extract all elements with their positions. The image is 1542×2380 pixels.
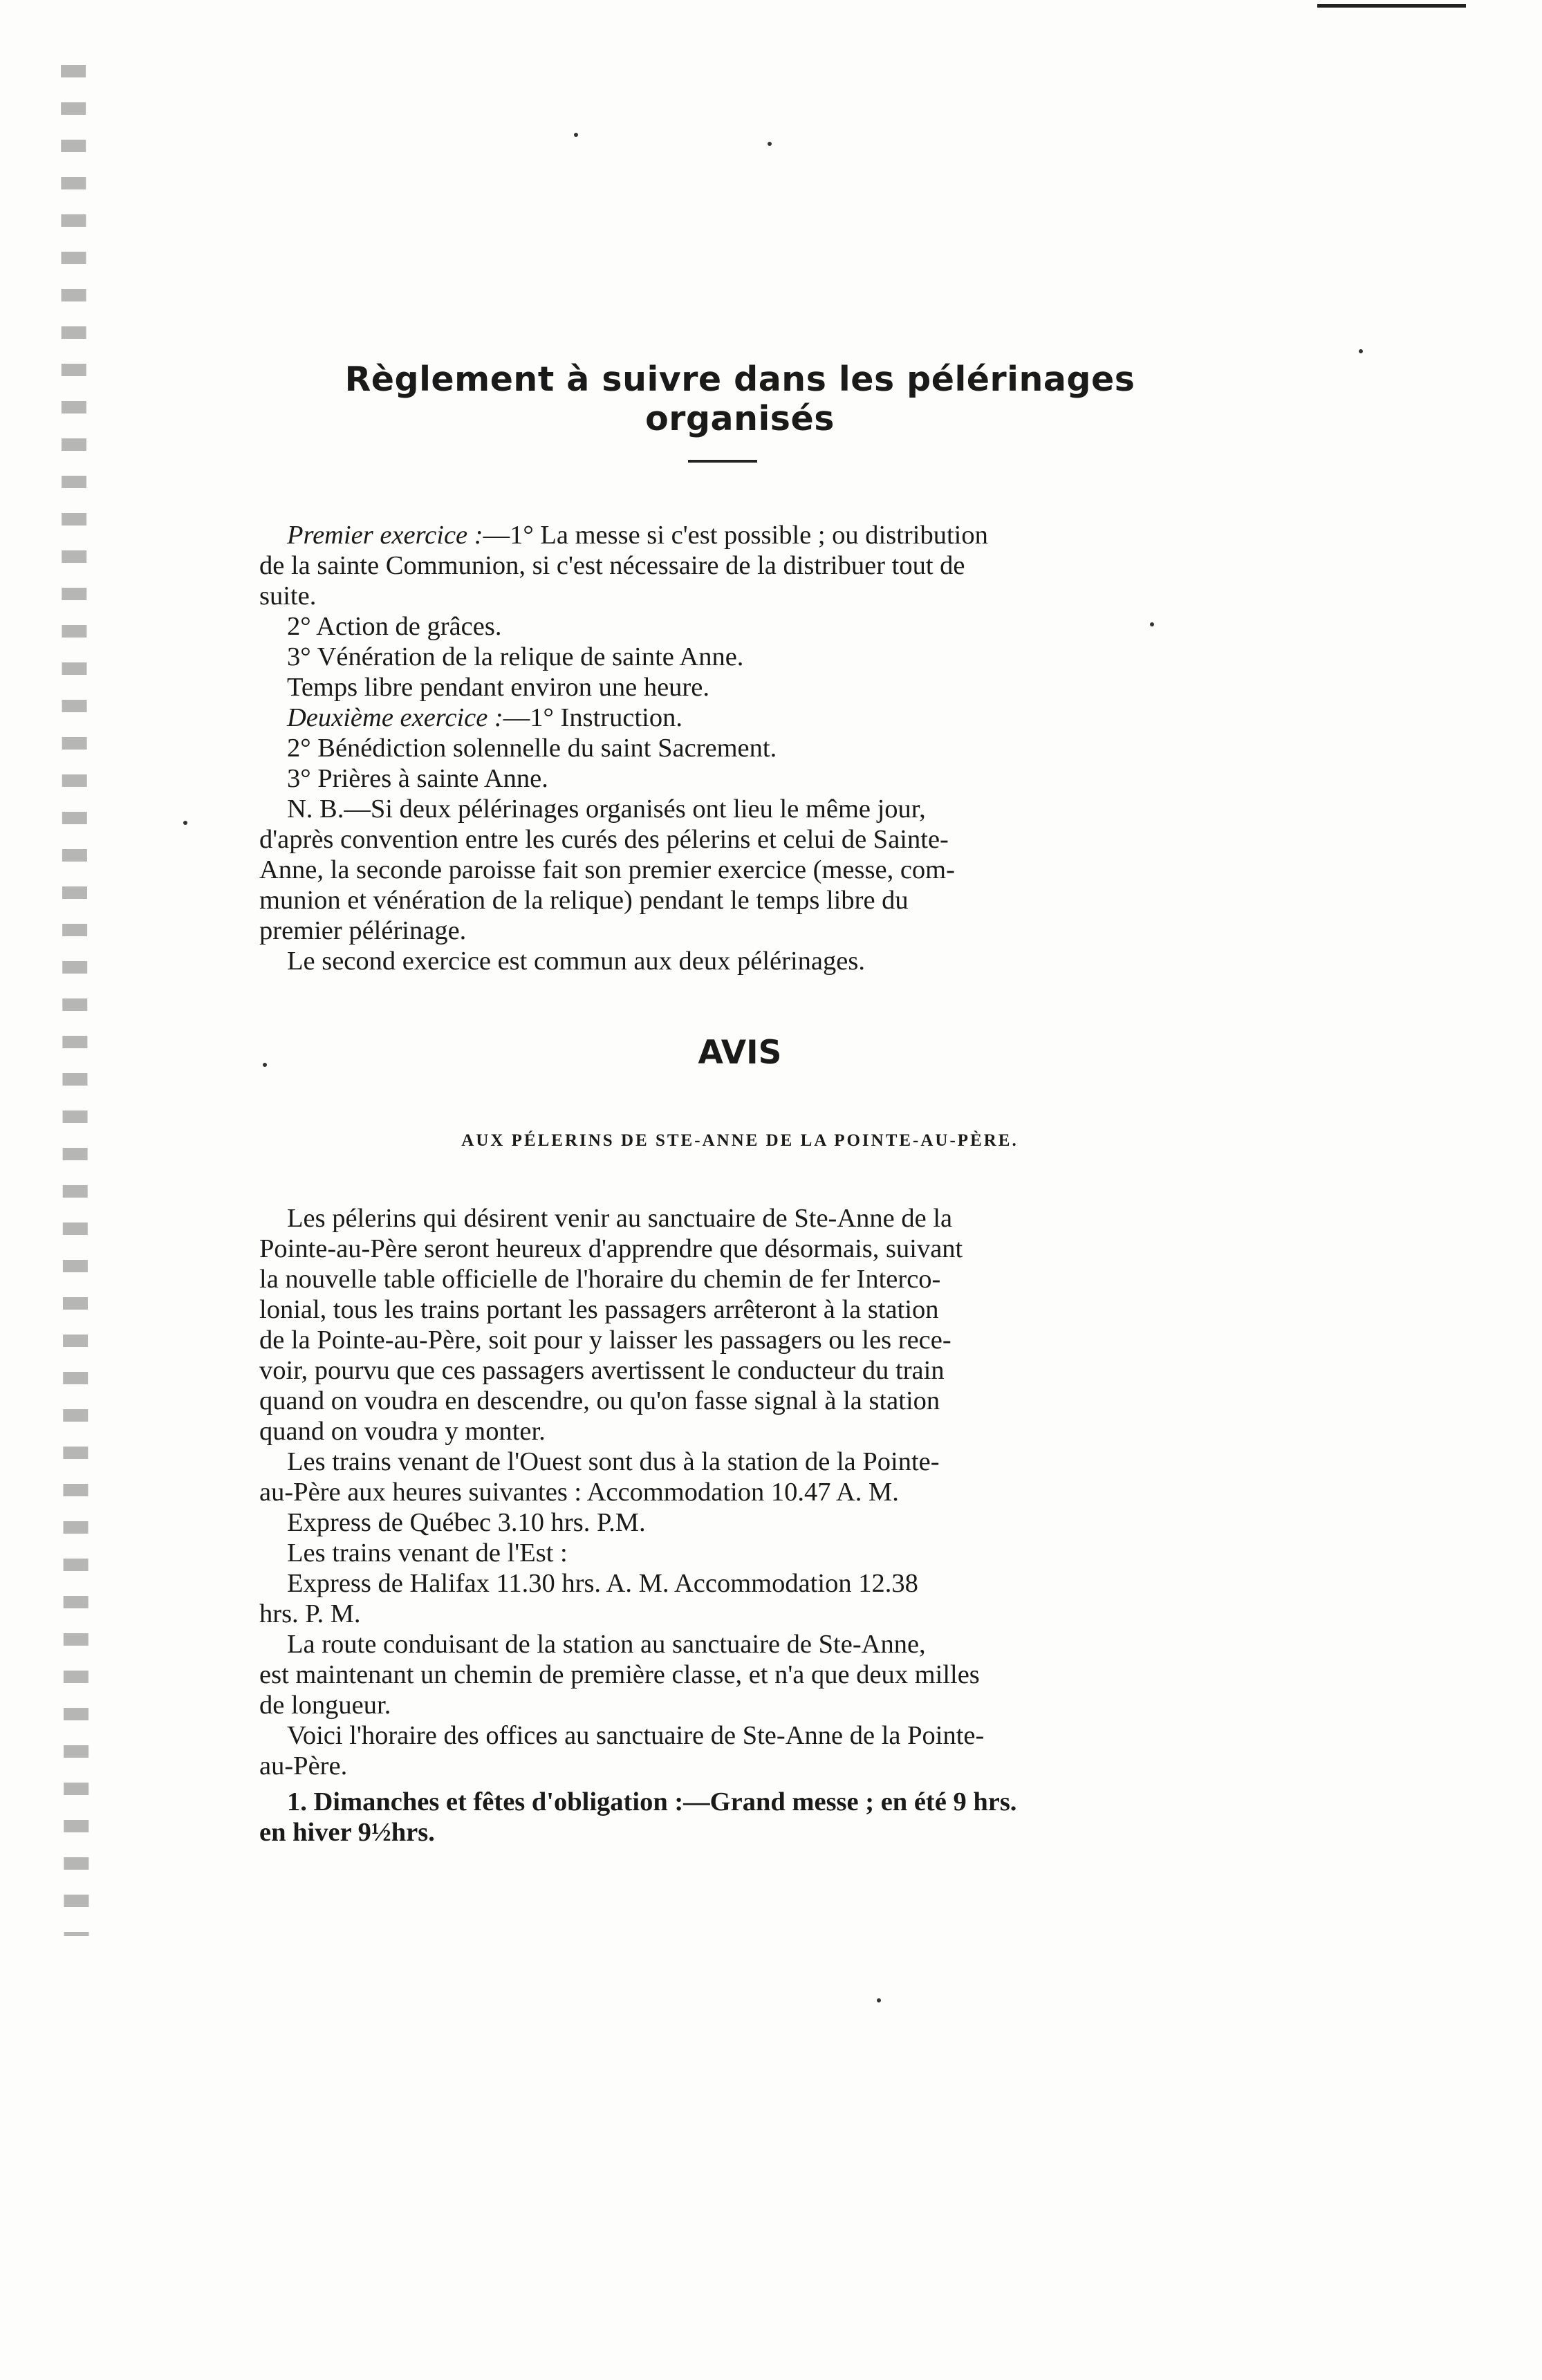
premier-exercice-line-1 — [259, 520, 1217, 550]
route-line-2: est maintenant un chemin de première classe, et n'a que deux milles — [259, 1660, 980, 1689]
action-de-graces: 2° Action de grâces. — [287, 612, 502, 641]
deuxieme-exercice-line — [259, 703, 1217, 733]
avis-p1-line-4: lonial, tous les trains portant les passagers arrêteront à la station — [259, 1295, 939, 1324]
item-1-line-1: 1. Dimanches et fêtes d'obligation :—Grand messe ; en été 9 hrs. — [287, 1787, 1017, 1816]
trains-line-1: Les trains venant de l'Ouest sont dus à la station de la Pointe- — [287, 1447, 940, 1476]
horaire-line-1: Voici l'horaire des offices au sanctuaire de Ste-Anne de la Pointe- — [287, 1721, 985, 1750]
premier-exercice-line-2: de la sainte Communion, si c'est nécessaire de la distribuer tout de — [259, 551, 965, 580]
nb-line-5: premier pélérinage. — [259, 916, 467, 945]
route-line-1: La route conduisant de la station au sanctuaire de Ste-Anne, — [287, 1630, 926, 1659]
premier-exercice-line-3: suite. — [259, 582, 317, 611]
prieres: 3° Prières à sainte Anne. — [287, 764, 548, 793]
title-divider — [688, 460, 757, 463]
avis-p1-line-3: la nouvelle table officielle de l'horaire du chemin de fer Interco- — [259, 1265, 941, 1294]
avis-heading: AVIS — [698, 1034, 782, 1072]
route-line-3: de longueur. — [259, 1691, 391, 1720]
binding-edge — [48, 55, 111, 1936]
nb-line-6: Le second exercice est commun aux deux pélérinages. — [287, 947, 865, 976]
speck — [877, 1998, 881, 2002]
avis-p1-line-6: voir, pourvu que ces passagers avertissent le conducteur du train — [259, 1356, 945, 1385]
nb-line-4: munion et vénération de la relique) pendant le temps libre du — [259, 886, 909, 915]
trains-line-2: au-Père aux heures suivantes : Accommodation 10.47 A. M. — [259, 1478, 899, 1507]
deuxieme-exercice-text: —1° Instruction. — [503, 703, 682, 732]
avis-p1-line-8: quand on voudra y monter. — [259, 1417, 546, 1446]
benediction: 2° Bénédiction solennelle du saint Sacrement. — [287, 734, 777, 763]
horaire-line-2: au-Père. — [259, 1751, 348, 1781]
avis-p1-line-5: de la Pointe-au-Père, soit pour y laisser les passagers ou les rece- — [259, 1326, 951, 1355]
speck — [1359, 349, 1363, 353]
trains-line-6: hrs. P. M. — [259, 1599, 361, 1628]
nb-line-3: Anne, la seconde paroisse fait son premier exercice (messe, com- — [259, 855, 955, 884]
page-title: Règlement à suivre dans les pélérinages organisés — [344, 360, 1135, 438]
temps-libre: Temps libre pendant environ une heure. — [287, 673, 709, 702]
avis-p1-line-7: quand on voudra en descendre, ou qu'on fasse signal à la station — [259, 1386, 940, 1415]
premier-exercice-text: —1° La messe si c'est possible ; ou distribution — [483, 521, 988, 550]
trains-line-5: Express de Halifax 11.30 hrs. A. M. Accommodation 12.38 — [287, 1569, 918, 1598]
avis-p1-line-1: Les pélerins qui désirent venir au sanctuaire de Ste-Anne de la — [287, 1204, 953, 1233]
speck — [183, 821, 187, 825]
nb-line-2: d'après convention entre les curés des pélerins et celui de Sainte- — [259, 825, 949, 854]
item-1-line-2: en hiver 9½hrs. — [259, 1818, 435, 1847]
premier-exercice-label: Premier exercice : — [287, 521, 483, 550]
trains-line-4: Les trains venant de l'Est : — [287, 1538, 568, 1568]
trains-line-3: Express de Québec 3.10 hrs. P.M. — [287, 1508, 646, 1537]
speck — [768, 142, 772, 146]
speck — [574, 133, 578, 137]
top-edge-rule — [1317, 4, 1466, 8]
avis-p1-line-2: Pointe-au-Père seront heureux d'apprendre que désormais, suivant — [259, 1234, 963, 1263]
veneration-relique: 3° Vénération de la relique de sainte Anne. — [287, 642, 744, 671]
avis-subheading: AUX PÉLERINS DE STE-ANNE DE LA POINTE-AU-PÈRE. — [461, 1131, 1019, 1150]
nb-line-1: N. B.—Si deux pélérinages organisés ont lieu le même jour, — [287, 794, 926, 824]
deuxieme-exercice-label: Deuxième exercice : — [287, 703, 503, 732]
